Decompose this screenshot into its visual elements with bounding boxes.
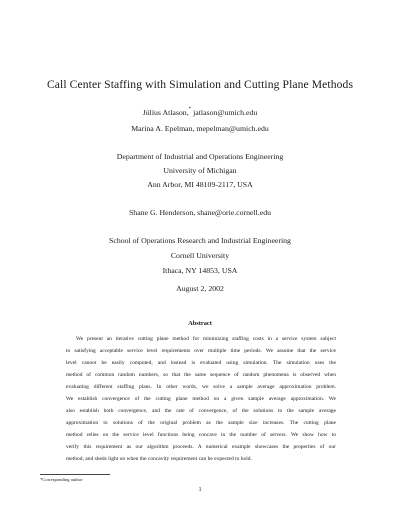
abstract-heading: Abstract <box>188 320 212 327</box>
abstract-line: evaluating different staffing plans. In other words, we solve a sample average approximation problem. <box>66 384 336 390</box>
abstract-line: to satisfying acceptable service level requirements over multiple time periods. We assume that the service <box>66 348 336 354</box>
footnote: *Corresponding author <box>40 477 83 482</box>
paper-date: August 2, 2002 <box>176 284 224 293</box>
abstract-body <box>66 333 336 465</box>
author-1-email: jatlason@umich.edu <box>193 108 258 117</box>
author-2: Marina A. Epelman, mepelman@umich.edu <box>131 124 269 133</box>
abstract-line: method, and sheds light on when the concavity requirement can be expected to hold. <box>66 456 252 462</box>
abstract-line: We establish convergence of the cutting plane method on a given sample average approximation. We <box>66 396 336 402</box>
affiliation-2-address: Ithaca, NY 14853, USA <box>162 266 238 275</box>
affiliation-2-school: School of Operations Research and Industrial Engineering <box>109 236 291 245</box>
paper-title: Call Center Staffing with Simulation and Cutting Plane Methods <box>46 78 354 91</box>
author-1 <box>0 108 400 117</box>
abstract-line: We present an iterative cutting plane method for minimizing staffing costs in a service system subject <box>76 336 336 342</box>
affiliation-1-department: Department of Industrial and Operations Engineering <box>116 152 284 161</box>
affiliation-1-address: Ann Arbor, MI 48109-2117, USA <box>147 180 253 189</box>
page-number: 1 <box>198 486 202 493</box>
abstract-line: method relies on the service level functions being concave in the number of servers. We show how to <box>66 432 336 438</box>
affiliation-2-university: Cornell University <box>170 251 230 260</box>
abstract-line: method of common random numbers, so that the same sequence of random phenomena is observed when <box>66 372 336 378</box>
abstract-line: level cannot be easily computed, and instead is evaluated using simulation. The simulation uses the <box>66 360 336 366</box>
author-3: Shane G. Henderson, shane@orie.cornell.edu <box>128 208 272 217</box>
footnote-divider <box>40 474 110 475</box>
abstract-line: also establish both convergence, and the rate of convergence, of the solutions to the sample average <box>66 408 336 414</box>
abstract-line: verify this requirement as our algorithm proceeds. A numerical example showcases the properties of our <box>66 444 336 450</box>
corresponding-author-mark: * <box>188 107 192 112</box>
author-1-name: Júlíus Atlason, <box>142 108 189 117</box>
abstract-line: approximation to solutions of the original problem as the sample size increases. The cutting plane <box>66 420 336 426</box>
affiliation-1-university: University of Michigan <box>163 166 237 175</box>
